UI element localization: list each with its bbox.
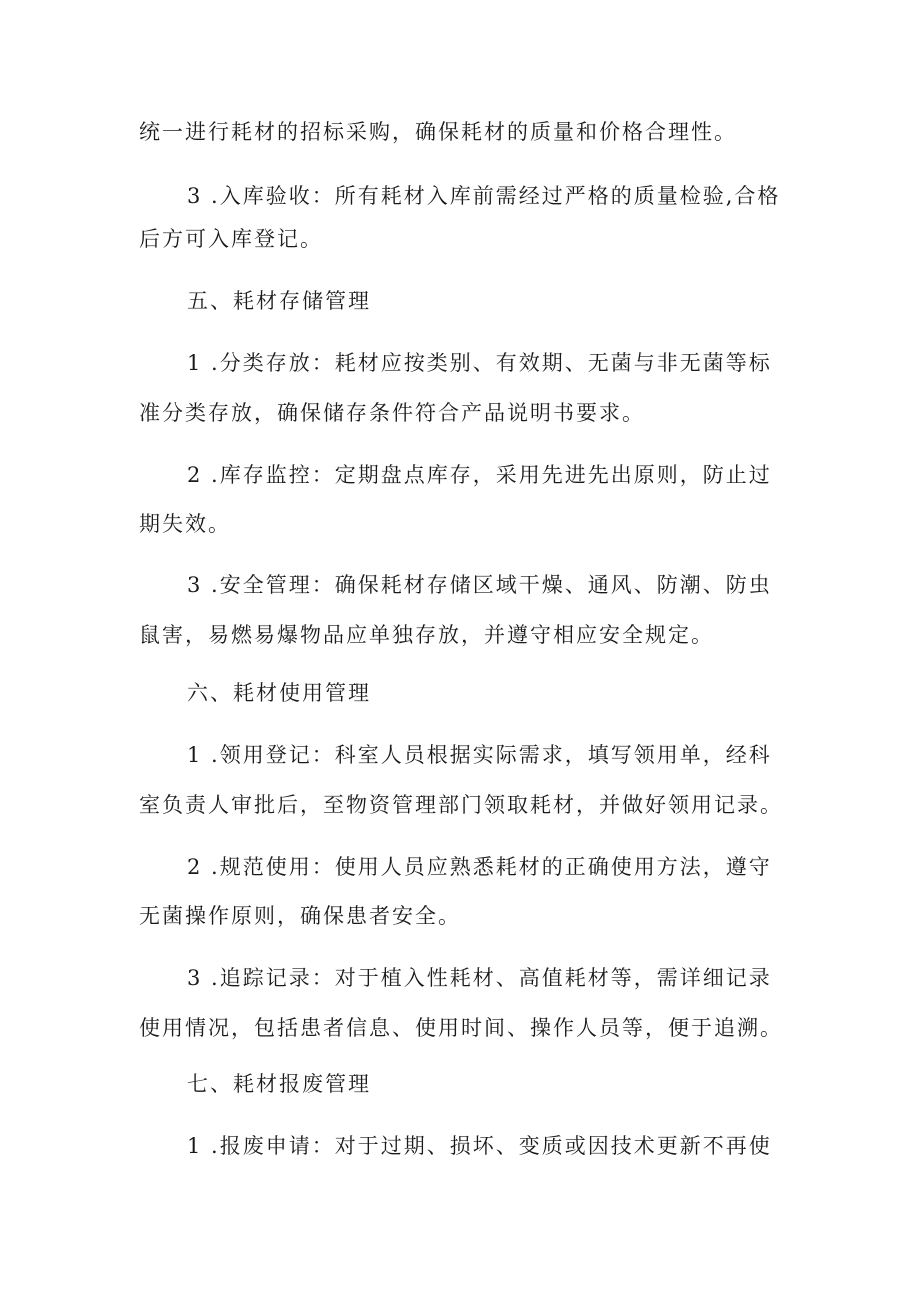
section-heading: 五、耗材存储管理: [187, 289, 371, 313]
paragraph-line: 统一进行耗材的招标采购，确保耗材的质量和价格合理性。: [139, 120, 737, 144]
paragraph-line: 室负责人审批后，至物资管理部门领取耗材，并做好领用记录。: [139, 793, 783, 817]
list-item-line: 3 .安全管理：确保耗材存储区域干燥、通风、防潮、防虫: [187, 573, 772, 597]
section-heading: 六、耗材使用管理: [187, 681, 371, 705]
paragraph-line: 无菌操作原则，确保患者安全。: [139, 904, 461, 928]
list-item-line: 2 .规范使用：使用人员应熟悉耗材的正确使用方法，遵守: [187, 855, 772, 879]
list-item-line: 1 .分类存放：耗材应按类别、有效期、无菌与非无菌等标: [187, 351, 772, 375]
list-item-line: 1 .领用登记：科室人员根据实际需求，填写领用单，经科: [187, 743, 772, 767]
list-item-line: 3 .入库验收：所有耗材入库前需经过严格的质量检验,合格: [187, 184, 781, 208]
paragraph-line: 鼠害，易燃易爆物品应单独存放，并遵守相应安全规定。: [139, 623, 714, 647]
paragraph-line: 期失效。: [139, 512, 231, 536]
paragraph-line: 准分类存放，确保储存条件符合产品说明书要求。: [139, 401, 645, 425]
paragraph-line: 使用情况，包括患者信息、使用时间、操作人员等，便于追溯。: [139, 1016, 783, 1040]
section-heading: 七、耗材报废管理: [187, 1072, 371, 1096]
list-item-line: 3 .追踪记录：对于植入性耗材、高值耗材等，需详细记录: [187, 966, 772, 990]
list-item-line: 1 .报废申请：对于过期、损坏、变质或因技术更新不再使: [187, 1134, 772, 1158]
paragraph-line: 后方可入库登记。: [139, 227, 323, 251]
list-item-line: 2 .库存监控：定期盘点库存，采用先进先出原则，防止过: [187, 463, 772, 487]
